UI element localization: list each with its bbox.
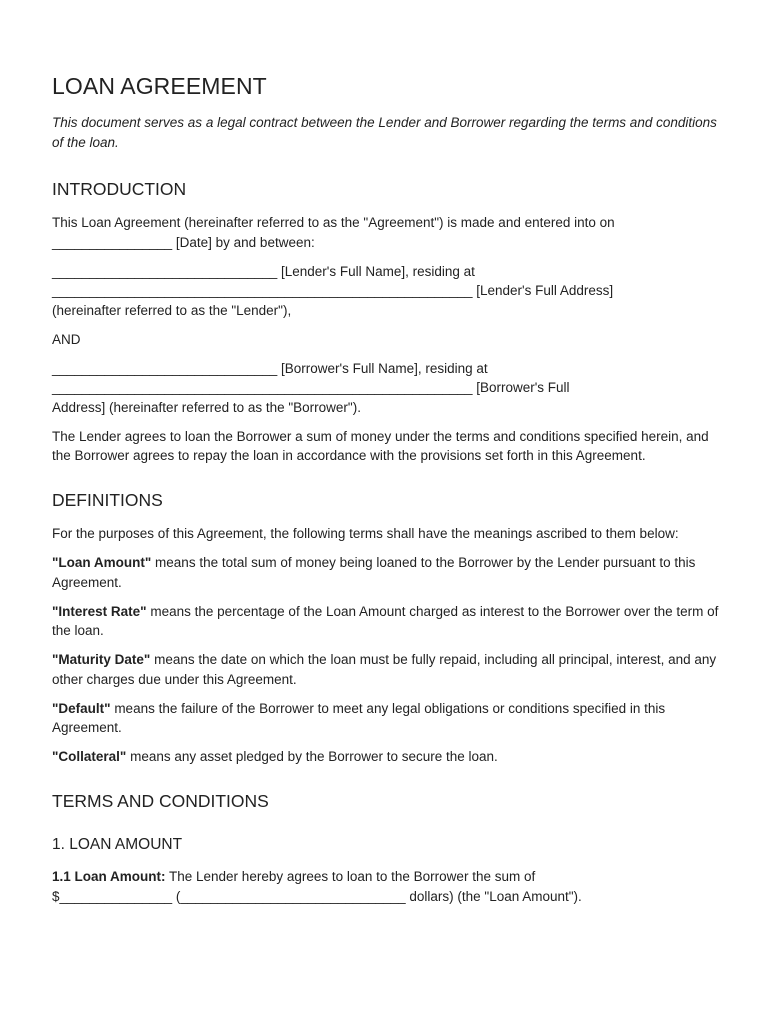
definition-term: "Interest Rate" <box>52 603 147 619</box>
borrower-reference-line: Address] (hereinafter referred to as the "Borrower"). <box>52 399 361 415</box>
borrower-address-line: ________________________________________________________ [Borrower's Full <box>52 380 570 395</box>
document-title: LOAN AGREEMENT <box>52 73 267 99</box>
definition-text: means the percentage of the Loan Amount charged as interest to the Borrower over the term of the loan. <box>52 603 719 638</box>
definition-item <box>52 602 722 641</box>
loan-amount-line-1: The Lender hereby agrees to loan to the Borrower the sum of <box>165 869 536 884</box>
definitions-intro: For the purposes of this Agreement, the following terms shall have the meanings ascribed to them below: <box>52 526 679 541</box>
definition-text: means the date on which the loan must be fully repaid, including all principal, interest, and any other charges due under this Agreement. <box>52 652 717 687</box>
definition-text: means the total sum of money being loaned to the Borrower by the Lender pursuant to this Agreement. <box>52 555 696 590</box>
definition-term: "Collateral" <box>52 749 127 764</box>
lender-name-line: ______________________________ [Lender's Full Name], residing at <box>52 263 475 279</box>
definition-item <box>52 699 722 738</box>
intro-line-1: This Loan Agreement (hereinafter referred to as the "Agreement") is made and entered into on <box>52 215 615 230</box>
introduction-heading: INTRODUCTION <box>52 179 187 199</box>
loan-amount-label: 1.1 Loan Amount: <box>52 869 166 884</box>
definition-item <box>52 650 722 689</box>
borrower-paragraph <box>52 359 722 418</box>
introduction-paragraph <box>52 213 722 252</box>
terms-section <box>52 790 722 906</box>
document-subtitle: This document serves as a legal contract between the Lender and Borrower regarding the terms and conditions of the loan. <box>52 115 717 150</box>
definition-text: means any asset pledged by the Borrower to secure the loan. <box>126 749 498 764</box>
lender-reference-line: (hereinafter referred to as the "Lender"), <box>52 302 292 318</box>
definitions-heading: DEFINITIONS <box>52 490 163 510</box>
introduction-section <box>52 178 722 466</box>
definition-term: "Loan Amount" <box>52 555 152 570</box>
definition-item <box>52 747 722 767</box>
loan-amount-clause <box>52 867 722 906</box>
definition-item <box>52 553 722 592</box>
terms-heading: TERMS AND CONDITIONS <box>52 791 269 811</box>
definition-term: "Default" <box>52 700 111 716</box>
lender-paragraph <box>52 262 722 321</box>
intro-line-2: ________________ [Date] by and between: <box>52 234 315 250</box>
definition-term: "Maturity Date" <box>52 652 151 667</box>
definitions-section <box>52 489 722 767</box>
introduction-closing: The Lender agrees to loan the Borrower a sum of money under the terms and conditions specified herein, and the Borrower agrees to repay the loan in accordance with the provisions set forth in this Agreement. <box>52 428 709 463</box>
lender-address-line: ________________________________________________________ [Lender's Full Address] <box>52 283 614 298</box>
loan-amount-heading: 1. LOAN AMOUNT <box>52 836 183 853</box>
borrower-name-line: ______________________________ [Borrower's Full Name], residing at <box>52 360 488 376</box>
and-text: AND <box>52 331 81 347</box>
loan-amount-line-2: $_______________ (______________________________ dollars) (the "Loan Amount"). <box>52 888 582 904</box>
definition-text: means the failure of the Borrower to meet any legal obligations or conditions specified in this Agreement. <box>52 700 666 735</box>
